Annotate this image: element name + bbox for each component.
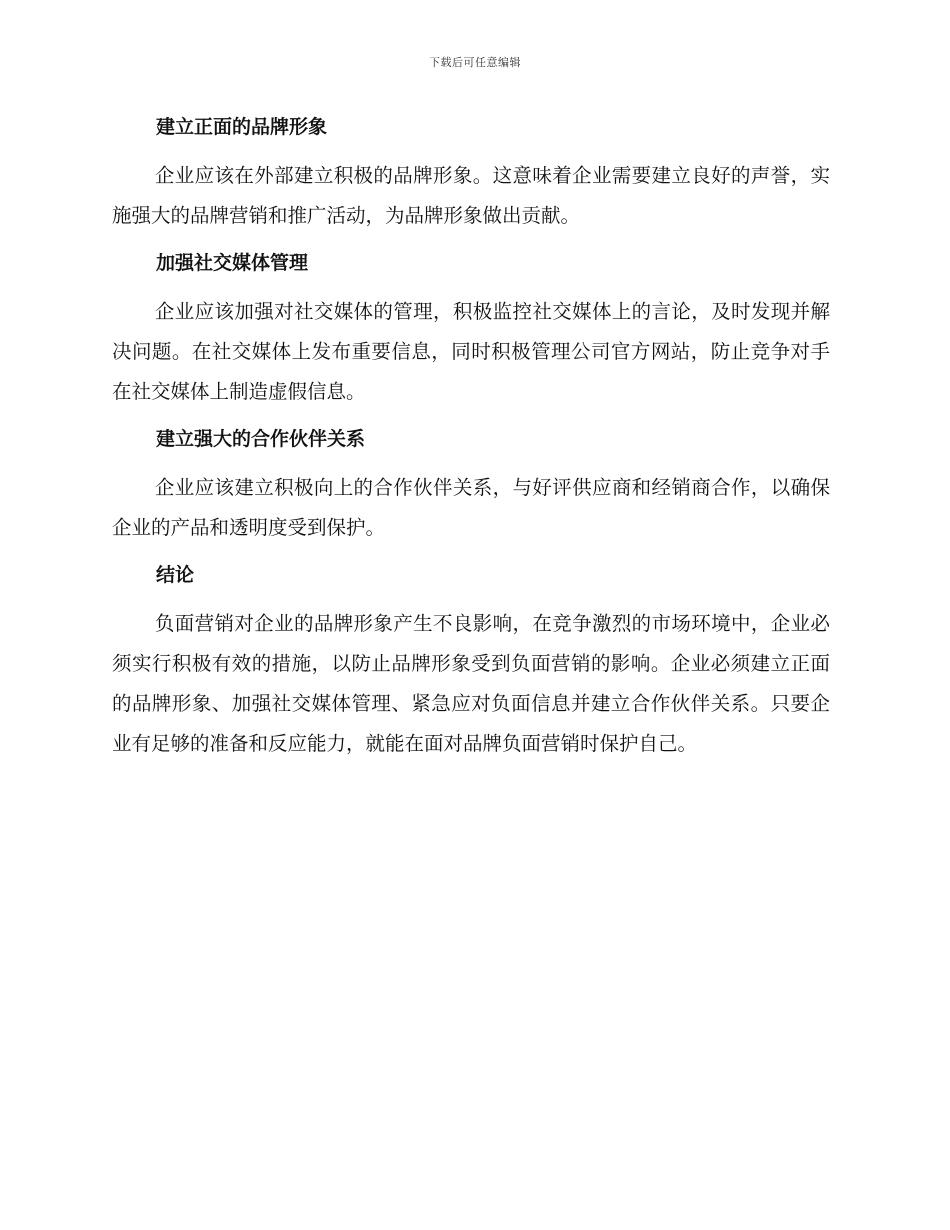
section-heading-brand-image: 建立正面的品牌形象 — [156, 116, 328, 138]
section-heading-partnership: 建立强大的合作伙伴关系 — [156, 428, 366, 450]
section-paragraph-partnership: 企业应该建立积极向上的合作伙伴关系，与好评供应商和经销商合作，以确保企业的产品和透明度受到保护。 — [112, 476, 830, 539]
header-note: 下载后可任意编辑 — [429, 56, 521, 69]
section-heading-conclusion: 结论 — [156, 564, 195, 586]
section-heading-social-media: 加强社交媒体管理 — [156, 252, 309, 274]
section-paragraph-brand-image: 企业应该在外部建立积极的品牌形象。这意味着企业需要建立良好的声誉，实施强大的品牌营销和推广活动，为品牌形象做出贡献。 — [112, 164, 830, 227]
section-paragraph-conclusion: 负面营销对企业的品牌形象产生不良影响，在竞争激烈的市场环境中，企业必须实行积极有效的措施，以防止品牌形象受到负面营销的影响。企业必须建立正面的品牌形象、加强社交媒体管理、紧急应对负面信息并建立合作伙伴关系。只要企业有足够的准备和反应能力，就能在面对品牌负面营销时保护自己。 — [112, 612, 830, 755]
document-body — [112, 112, 830, 776]
section-paragraph-social-media: 企业应该加强对社交媒体的管理，积极监控社交媒体上的言论，及时发现并解决问题。在社交媒体上发布重要信息，同时积极管理公司官方网站，防止竞争对手在社交媒体上制造虚假信息。 — [112, 300, 830, 403]
